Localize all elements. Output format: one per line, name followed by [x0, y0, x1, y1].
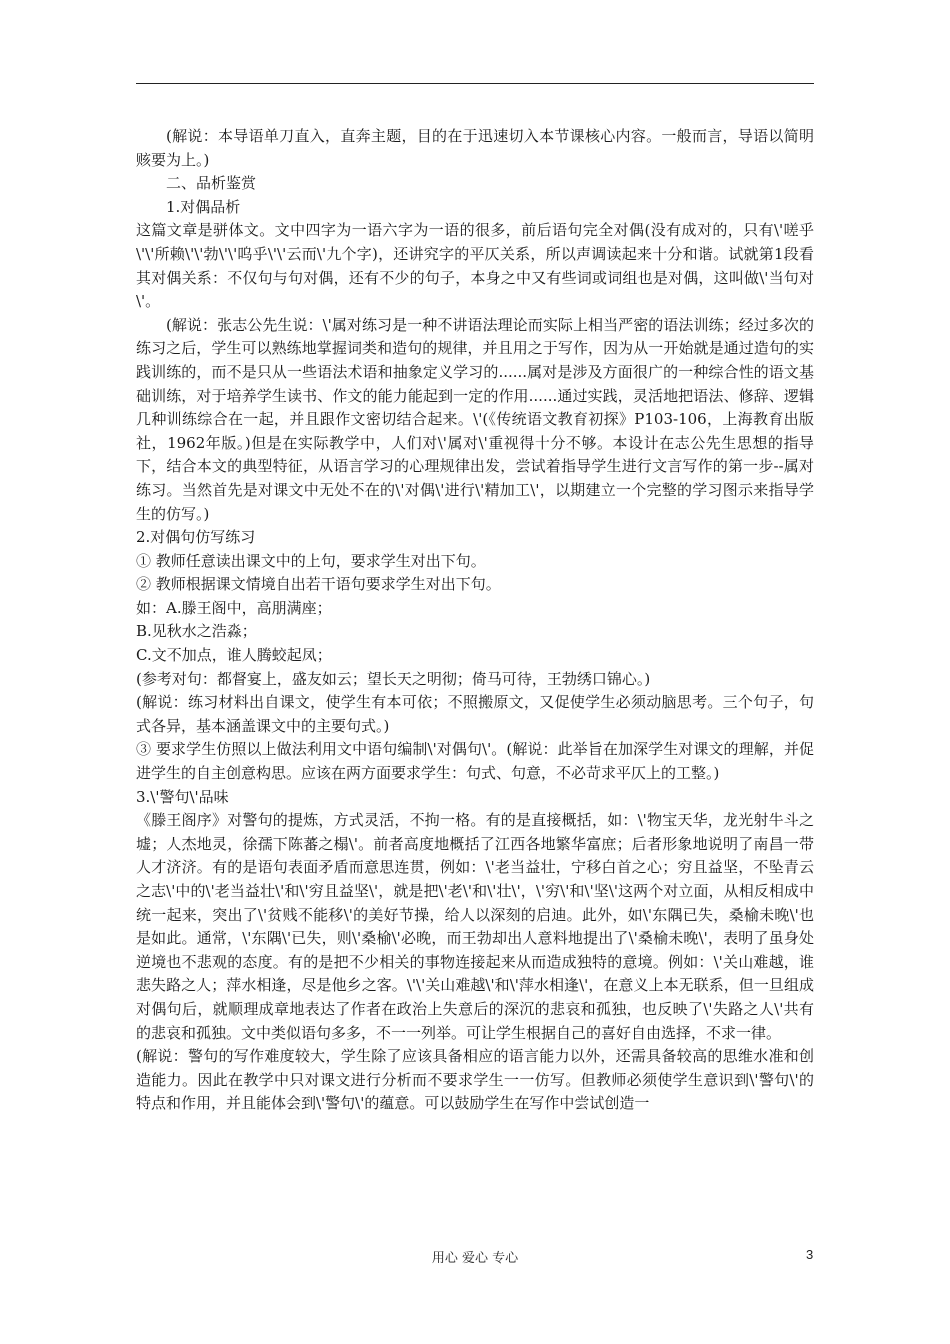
- subsection-heading: 2.对偶句仿写练习: [136, 528, 256, 547]
- subsection-heading: 3.\'警句\'品味: [136, 787, 229, 806]
- body-paragraph: 《滕王阁序》对警句的提炼，方式灵活，不拘一格。有的是直接概括，如：\'物宝天华，龙光射牛斗之墟；人杰地灵，徐孺下陈蕃之榻\'。前者高度地概括了江西各地繁华富庶；后者形象地说明了南昌一带人才济济。有的是语句表面矛盾而意思连贯，例如：\'老当益壮，宁移白首之心；穷且益坚，不坠青云之志\'中的\'老当益壮\'和\'穷且益坚\'，就是把\'老\'和\'壮\'，\'穷\'和\'坚\'这两个对立面，从相反相成中统一起来，突出了\'贫贱不能移\'的美好节操，给人以深刻的启迪。此外，如\'东隅已失，桑榆未晚\'也是如此。通常，\'东隅\'已失，则\'桑榆\'必晚，而王勃却出人意料地提出了\'桑榆未晚\'，表明了虽身处逆境也不悲观的态度。有的是把不少相关的事物连接起来从而造成独特的意境。例如：\'关山难越，谁悲失路之人；萍水相逢，尽是他乡之客。\'\'关山难越\'和\'萍水相逢\'，在意义上本无联系，但一旦组成对偶句后，就顺理成章地表达了作者在政治上失意后的深沉的悲哀和孤独，也反映了\'失路之人\'共有的悲哀和孤独。文中类似语句多多，不一一列举。可让学生根据自己的喜好自由选择，不求一律。: [136, 811, 814, 1042]
- example-line: C.文不加点，谁人腾蛟起凤；: [136, 646, 332, 665]
- example-line: 如：A.滕王阁中，高朋满座；: [136, 598, 332, 617]
- note-paragraph: (解说：警句的写作难度较大，学生除了应该具备相应的语言能力以外，还需具备较高的思维水准和创造能力。因此在教学中只对课文进行分析而不要求学生一一仿写。但教师必须使学生意识到\'警句\'的特点和作用，并且能体会到\'警句\'的蕴意。可以鼓励学生在写作中尝试创造一: [136, 1047, 814, 1113]
- list-item: ② 教师根据课文情境自出若干语句要求学生对出下句。: [136, 575, 501, 594]
- note-paragraph: (解说：练习材料出自课文，使学生有本可依；不照搬原文，又促使学生必须动脑思考。三个句子，句式各异，基本涵盖课文中的主要句式。): [136, 693, 814, 735]
- list-item: ③ 要求学生仿照以上做法利用文中语句编制\'对偶句\'。(解说：此举旨在加深学生对课文的理解，并促进学生的自主创意构思。应该在两方面要求学生：句式、句意，不必苛求平仄上的工整。): [136, 740, 814, 783]
- intro-note: (解说：本导语单刀直入，直奔主题，目的在于迅速切入本节课核心内容。一般而言，导语以简明赅要为上。): [136, 127, 814, 169]
- page-number: 3: [806, 1247, 814, 1262]
- body-paragraph: 这篇文章是骈体文。文中四字为一语六字为一语的很多，前后语句完全对偶(没有成对的，只有\'嗟乎\'\'所赖\'\'勃\'\'呜乎\'\'云而\'九个字)，还讲究字的平仄关系，所以声调读起来十分和谐。试就第1段看其对偶关系：不仅句与句对偶，还有不少的句子，本身之中又有些词或词组也是对偶，这叫做\'当句对\'。: [136, 221, 814, 311]
- header-rule: [136, 83, 814, 84]
- subsection-heading: 1.对偶品析: [166, 197, 241, 216]
- section-heading: 二、品析鉴赏: [166, 174, 257, 193]
- footer-slogan: 用心 爱心 专心: [431, 1251, 519, 1266]
- note-paragraph: (解说：张志公先生说：\'属对练习是一种不讲语法理论而实际上相当严密的语法训练；经过多次的练习之后，学生可以熟练地掌握词类和造句的规律，并且用之于写作，因为从一开始就是通过造句的实践训练的，而不是只从一些语法术语和抽象定义学习的......属对是涉及方面很广的一种综合性的语文基础训练，对于培养学生读书、作文的能力能起到一定的作用......通过实践，灵活地把语法、修辞、逻辑几种训练综合在一起，并且跟作文密切结合起来。\'(《传统语文教育初探》P103-106，上海教育出版社，1962年版。)但是在实际教学中，人们对\'属对\'重视得十分不够。本设计在志公先生思想的指导下，结合本文的典型特征，从语言学习的心理规律出发，尝试着指导学生进行文言写作的第一步--属对练习。当然首先是对课文中无处不在的\'对偶\'进行\'精加工\'，以期建立一个完整的学习图示来指导学生的仿写。): [136, 315, 814, 523]
- list-item: ① 教师任意读出课文中的上句，要求学生对出下句。: [136, 551, 486, 570]
- document-body: [136, 125, 814, 1116]
- reference-answer: (参考对句：都督宴上，盛友如云；望长天之明彻；倚马可待，王勃绣口锦心。): [136, 669, 651, 688]
- example-line: B.见秋水之浩淼；: [136, 622, 257, 641]
